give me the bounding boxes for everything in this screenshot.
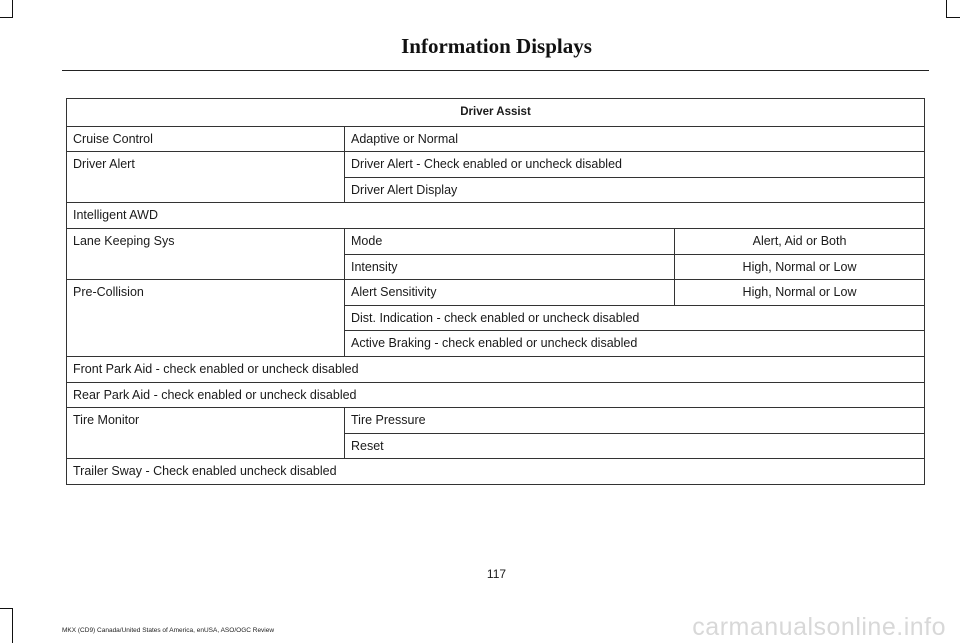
row-label-trailer-sway: Trailer Sway - Check enabled uncheck disabled <box>67 459 925 485</box>
alert-sensitivity-option: Alert Sensitivity <box>345 280 675 306</box>
table-row <box>67 356 925 382</box>
dist-indication-option: Dist. Indication - check enabled or uncheck disabled <box>345 305 925 331</box>
active-braking-option: Active Braking - check enabled or uncheck disabled <box>345 331 925 357</box>
row-label-tire-monitor: Tire Monitor <box>67 408 345 459</box>
title-rule <box>62 70 929 71</box>
tire-reset-option: Reset <box>345 433 925 459</box>
table-row <box>67 408 925 434</box>
crop-mark-bottom-left-h <box>0 608 13 609</box>
row-label-cruise-control: Cruise Control <box>67 126 345 152</box>
row-label-rear-park-aid: Rear Park Aid - check enabled or uncheck disabled <box>67 382 925 408</box>
driver-alert-check-option: Driver Alert - Check enabled or uncheck disabled <box>345 152 925 178</box>
row-label-driver-alert: Driver Alert <box>67 152 345 203</box>
table-row <box>67 459 925 485</box>
crop-mark-top-left-v <box>12 0 13 18</box>
crop-mark-top-right-h <box>946 17 960 18</box>
page-number: 117 <box>486 567 507 581</box>
row-label-intelligent-awd: Intelligent AWD <box>67 203 925 229</box>
crop-mark-top-left-h <box>0 17 13 18</box>
driver-assist-table <box>66 98 925 485</box>
table-row <box>67 152 925 178</box>
table-row <box>67 280 925 306</box>
cruise-control-value: Adaptive or Normal <box>345 126 925 152</box>
page-title: Information Displays <box>401 34 592 58</box>
lane-mode-values: Alert, Aid or Both <box>675 228 925 254</box>
alert-sensitivity-values: High, Normal or Low <box>675 280 925 306</box>
watermark: carmanualsonline.info <box>692 613 946 641</box>
tire-pressure-option: Tire Pressure <box>345 408 925 434</box>
footer-text: MKX (CD9) Canada/United States of America, enUSA, ASO/OGC Review <box>62 627 275 634</box>
row-label-lane-keeping: Lane Keeping Sys <box>67 228 345 279</box>
driver-alert-display-option: Driver Alert Display <box>345 177 925 203</box>
table-header-row <box>67 99 925 127</box>
row-label-pre-collision: Pre-Collision <box>67 280 345 357</box>
crop-mark-top-right-v <box>946 0 947 18</box>
lane-intensity-option: Intensity <box>345 254 675 280</box>
lane-mode-option: Mode <box>345 228 675 254</box>
lane-intensity-values: High, Normal or Low <box>675 254 925 280</box>
table-row <box>67 203 925 229</box>
table-title: Driver Assist <box>67 99 925 127</box>
table-row <box>67 382 925 408</box>
table-row <box>67 228 925 254</box>
crop-mark-bottom-left-v <box>12 608 13 643</box>
table-row <box>67 126 925 152</box>
row-label-front-park-aid: Front Park Aid - check enabled or uncheck disabled <box>67 356 925 382</box>
